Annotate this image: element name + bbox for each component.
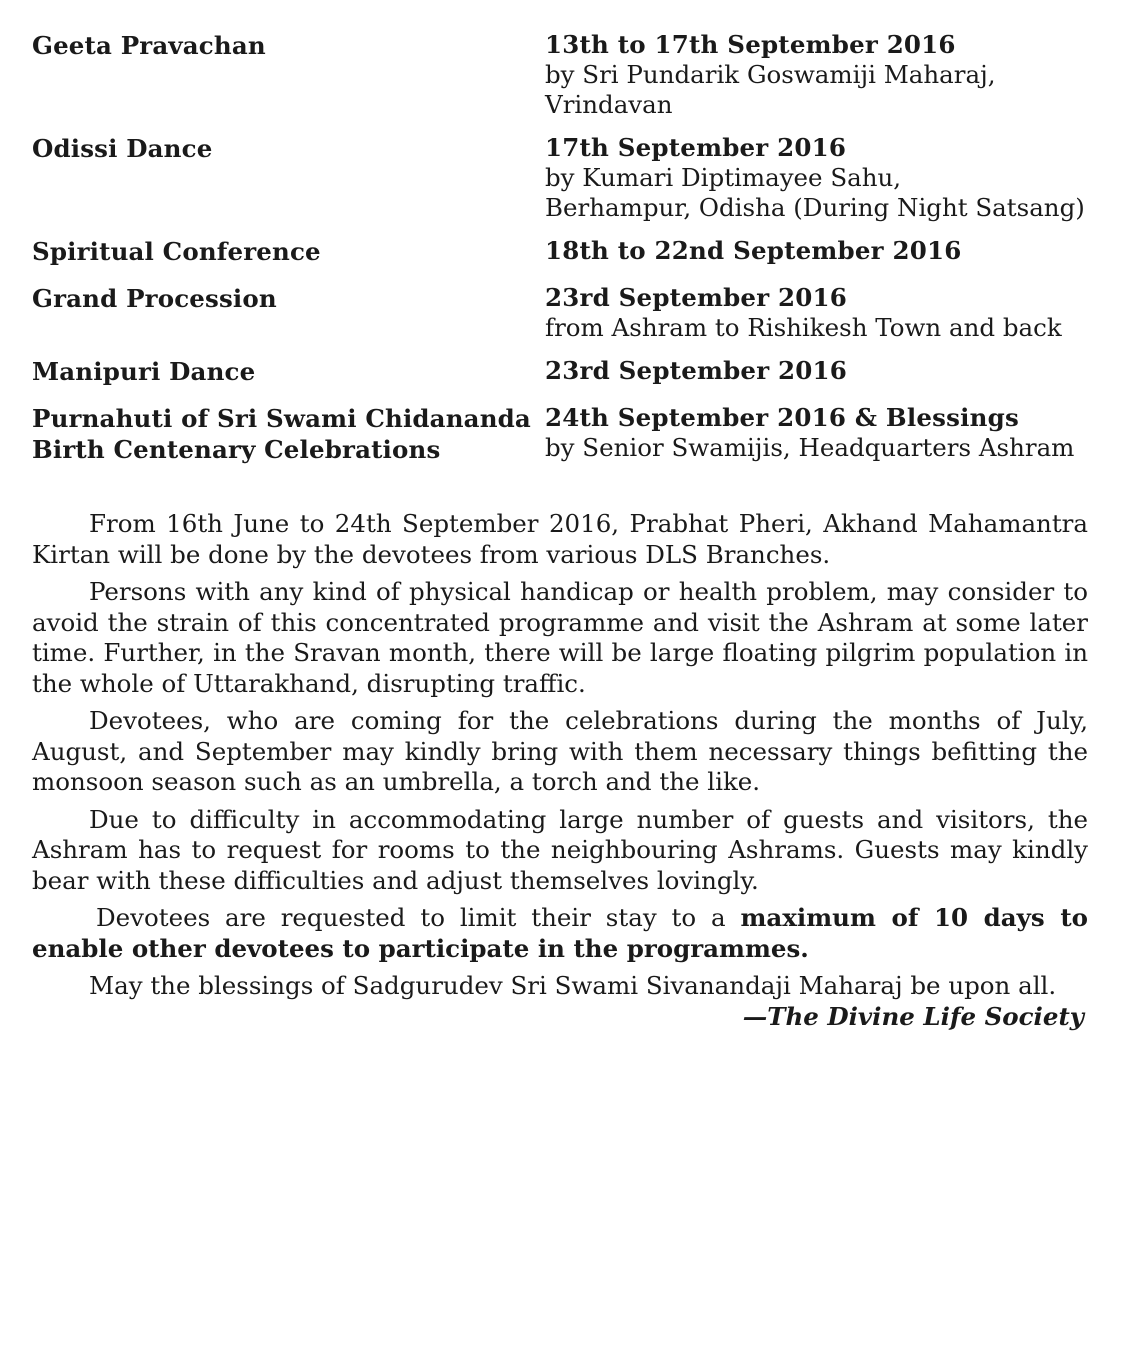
- event-name: [32, 283, 545, 314]
- event-date: 23rd September 2016: [545, 356, 848, 385]
- event-date: 13th to 17th September 2016: [545, 30, 956, 59]
- paragraph-health-advisory: Persons with any kind of physical handicap or health problem, may consider to avoid the strain of this concentrated programme and visit the Ashram at some later time. Further, in the Sravan month, there will be large floating pilgrim population in the whole of Uttarakhand, disrupting traffic.: [32, 577, 1088, 698]
- event-detail: [545, 403, 1088, 463]
- schedule-row: [32, 356, 1088, 387]
- event-detail: [545, 30, 1088, 120]
- event-date: 23rd September 2016: [545, 283, 848, 312]
- event-info-line: by Senior Swamijis, Headquarters Ashram: [545, 433, 1075, 462]
- event-name-line: Odissi Dance: [32, 134, 213, 163]
- event-date: 24th September 2016 & Blessings: [545, 403, 1019, 432]
- event-name-line: Manipuri Dance: [32, 357, 256, 386]
- paragraph-monsoon-advisory: Devotees, who are coming for the celebrations during the months of July, August, and September may kindly bring with them necessary things befitting the monsoon season such as an umbrella, a torch and the like.: [32, 706, 1088, 796]
- paragraph-stay-limit: [32, 903, 1088, 964]
- event-info-line: from Ashram to Rishikesh Town and back: [545, 313, 1062, 342]
- stay-limit-text: Devotees are requested to limit their stay to a: [96, 903, 741, 932]
- event-info-line: by Kumari Diptimayee Sahu,: [545, 163, 902, 192]
- event-name: [32, 403, 545, 465]
- paragraph-accommodation: Due to difficulty in accommodating large number of guests and visitors, the Ashram has to request for rooms to the neighbouring Ashrams. Guests may kindly bear with these difficulties and adjust themselves lovingly.: [32, 804, 1088, 895]
- schedule-row: [32, 283, 1088, 343]
- schedule-row: [32, 133, 1088, 223]
- event-name: [32, 236, 545, 267]
- event-date: 17th September 2016: [545, 133, 847, 162]
- event-name-line: Birth Centenary Celebrations: [32, 435, 441, 464]
- event-detail: [545, 236, 1088, 266]
- event-detail: [545, 356, 1088, 386]
- event-name-line: Geeta Pravachan: [32, 31, 266, 60]
- event-name: [32, 356, 545, 387]
- event-info-line: Vrindavan: [545, 90, 673, 119]
- event-info-line: Berhampur, Odisha (During Night Satsang): [545, 193, 1085, 222]
- event-date: 18th to 22nd September 2016: [545, 236, 962, 265]
- schedule-row: [32, 30, 1088, 120]
- event-schedule: [32, 30, 1088, 465]
- notice-body: [32, 509, 1088, 1032]
- stay-limit-emphasis: maximum of 10 days to enable other devotees to participate in the programmes.: [32, 903, 1088, 963]
- event-detail: [545, 283, 1088, 343]
- blessing-line: May the blessings of Sadgurudev Sri Swami Sivanandaji Maharaj be upon all.: [89, 971, 1057, 1000]
- event-info-line: by Sri Pundarik Goswamiji Maharaj,: [545, 60, 996, 89]
- paragraph-kirtan: From 16th June to 24th September 2016, Prabhat Pheri, Akhand Mahamantra Kirtan will be done by the devotees from various DLS Branches.: [32, 509, 1088, 569]
- document-page: [32, 30, 1088, 1032]
- event-name-line: Grand Procession: [32, 284, 277, 313]
- event-name-line: Spiritual Conference: [32, 237, 321, 266]
- event-name-line: Purnahuti of Sri Swami Chidananda: [32, 404, 531, 433]
- event-detail: [545, 133, 1088, 223]
- signature: —The Divine Life Society: [742, 1001, 1084, 1031]
- schedule-row: [32, 403, 1088, 465]
- event-name: [32, 133, 545, 164]
- schedule-row: [32, 236, 1088, 267]
- event-name: [32, 30, 545, 61]
